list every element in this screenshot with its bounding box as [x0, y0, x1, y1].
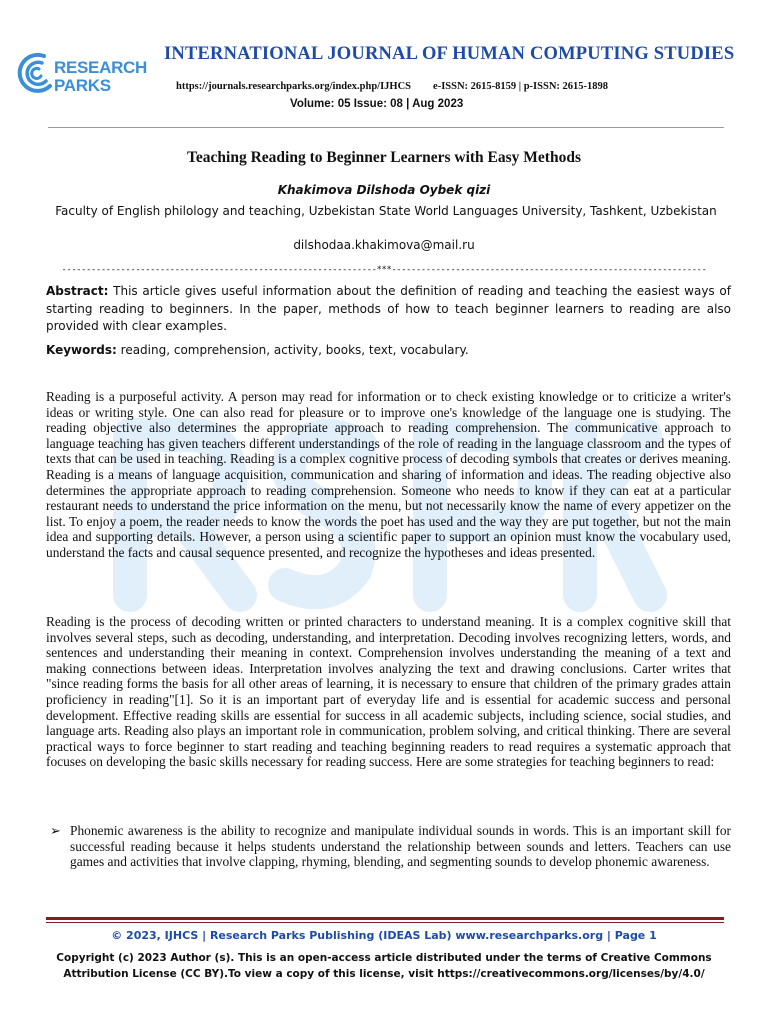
footer-copyright: Copyright (c) 2023 Author (s). This is an open-access article distributed under the terms of Creative Commons Attribution License (CC BY).To view a copy of this license, visit https://creativecommons.org/licenses/by/4.0/	[56, 952, 712, 980]
header-divider	[48, 127, 724, 128]
paper-title: Teaching Reading to Beginner Learners with Easy Methods	[187, 149, 581, 166]
body-paragraph-2: Reading is the process of decoding written or printed characters to understand meaning. It is a complex cognitive skill that involves several steps, such as decoding, understanding, and interpretation. Decoding involves recognizing letters, words, and sentences and understanding their meaning in context. Comprehension involves understanding the meaning of a text and making connections between ideas. Interpretation involves analyzing the text and drawing conclusions. Carter writes that "since reading forms the basis for all other areas of learning, it is necessary to ensure that children of the primary grades attain proficiency in reading"[1]. So it is an important part of everyday life and is essential for academic success and personal development. Effective reading skills are essential for success in all academic subjects, including science, social studies, and language arts. Reading also plays an important role in communication, problem solving, and critical thinking. There are several practical ways to force beginner to start reading and teaching beginning readers to read requires a systematic approach that focuses on developing the basic skills necessary for reading success. Here are some strategies for teaching beginners to read:	[46, 614, 731, 770]
logo-line-research: RESEARCH	[54, 58, 148, 77]
abstract	[46, 283, 731, 336]
author-email[interactable]: dilshodaa.khakimova@mail.ru	[293, 238, 475, 252]
arrow-bullet-icon: ➢	[50, 824, 61, 839]
footer-publisher-line: © 2023, IJHCS | Research Parks Publishing (IDEAS Lab) www.researchparks.org | Page 1	[111, 929, 657, 942]
section-separator: ----------------------------------------------------------------***----------------------------------------------------------------	[61, 265, 707, 275]
journal-url-link[interactable]: https://journals.researchparks.org/index.php/IJHCS	[176, 81, 412, 92]
footer-divider-thin	[46, 922, 724, 923]
keywords	[46, 343, 731, 357]
journal-title: INTERNATIONAL JOURNAL OF HUMAN COMPUTING STUDIES	[164, 44, 735, 64]
research-parks-logo-icon	[14, 48, 58, 96]
abstract-label: Abstract:	[46, 284, 109, 298]
logo-text	[54, 59, 147, 95]
body-paragraph-1: Reading is a purposeful activity. A person may read for information or to check existing knowledge or to criticize a writer's ideas or writing style. One can also read for pleasure or to improve one's knowledge of the language one is studying. The reading objective also determines the appropriate approach to reading comprehension. The communicative approach to language teaching has given teachers different understandings of the role of reading in the language classroom and the types of texts that can be used in teaching. Reading is a complex cognitive process of decoding symbols that creates or derives meaning. Reading is a means of language acquisition, communication and sharing of information and ideas. The reading objective also determines the appropriate approach to reading comprehension. Someone who needs to know if they can eat at a particular restaurant needs to understand the price information on the menu, but not necessarily know the name of every appetizer on the list. To enjoy a poem, the reader needs to know the words the poet has used and the way they are put together, but not the main idea and supporting details. However, a person using a scientific paper to support an opinion must know the vocabulary used, understand the facts and causal sequence presented, and recognize the hypotheses and ideas presented.	[46, 389, 731, 560]
journal-header	[12, 40, 756, 120]
journal-issue: Volume: 05 Issue: 08 | Aug 2023	[290, 98, 464, 110]
author-affiliation: Faculty of English philology and teaching, Uzbekistan State World Languages University, Tashkent, Uzbekistan	[55, 204, 717, 218]
journal-meta	[176, 81, 608, 92]
journal-logo	[14, 48, 148, 98]
abstract-text: This article gives useful information about the definition of reading and teaching the easiest ways of starting reading to beginners. In the paper, methods of how to teach beginner learners to reading are also provided with clear examples.	[46, 284, 731, 333]
bullet-text: Phonemic awareness is the ability to recognize and manipulate individual sounds in words. This is an important skill for successful reading because it helps students understand the relationship between sounds and letters. Teachers can use games and activities that involve clapping, rhyming, blending, and segmenting sounds to develop phonemic awareness.	[70, 823, 731, 870]
footer-divider-thick	[46, 917, 724, 920]
keywords-text: reading, comprehension, activity, books, text, vocabulary.	[116, 343, 469, 357]
author-name: Khakimova Dilshoda Oybek qizi	[277, 183, 491, 197]
journal-issn: e-ISSN: 2615-8159 | p-ISSN: 2615-1898	[433, 81, 609, 92]
keywords-label: Keywords:	[46, 343, 117, 357]
logo-line-parks: PARKS	[54, 76, 111, 95]
